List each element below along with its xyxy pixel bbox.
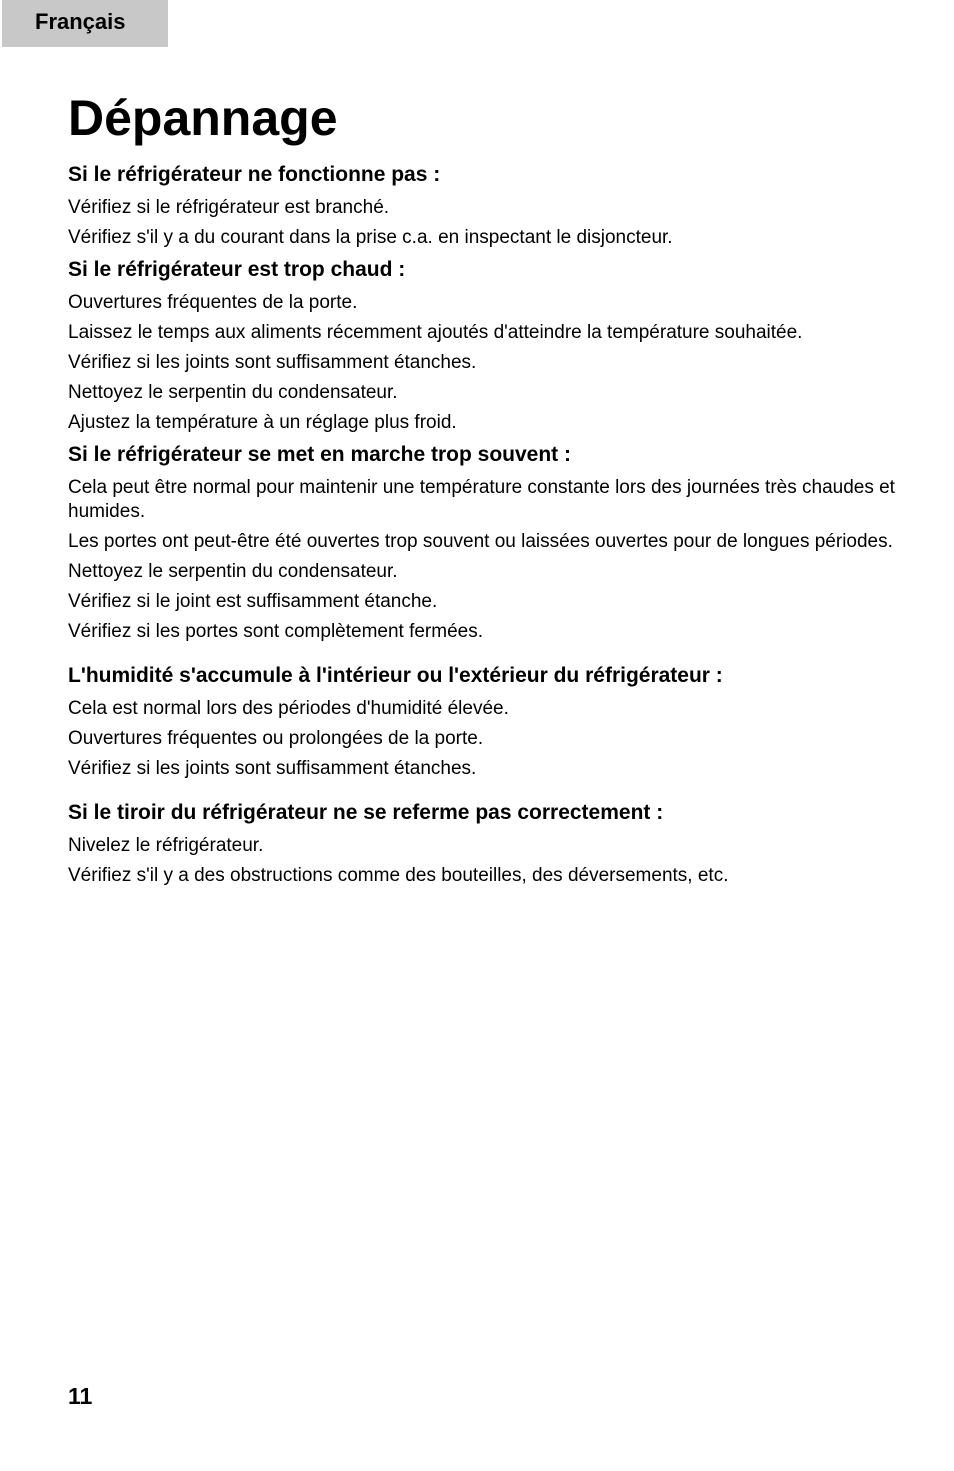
section-heading: Si le réfrigérateur est trop chaud : [68, 258, 406, 281]
section-heading: Si le réfrigérateur se met en marche trop souvent : [68, 443, 571, 466]
section-line: Vérifiez si le réfrigérateur est branché. [68, 197, 390, 218]
section-not-working [68, 160, 898, 250]
troubleshooting-content [68, 160, 898, 888]
section-line: Vérifiez si le joint est suffisamment étanche. [68, 591, 438, 612]
section-heading: Si le tiroir du réfrigérateur ne se referme pas correctement : [68, 801, 664, 824]
section-line: Nivelez le réfrigérateur. [68, 835, 264, 856]
section-heading: L'humidité s'accumule à l'intérieur ou l'extérieur du réfrigérateur : [68, 664, 723, 687]
section-line: Vérifiez si les joints sont suffisamment étanches. [68, 758, 477, 779]
section-runs-too-often [68, 440, 898, 644]
section-line: Vérifiez si les joints sont suffisamment étanches. [68, 352, 477, 373]
language-tab: Français [2, 0, 168, 47]
section-lines [68, 834, 898, 888]
section-lines [68, 697, 898, 781]
section-line: Cela est normal lors des périodes d'humidité élevée. [68, 698, 509, 719]
section-too-warm [68, 255, 898, 435]
section-line: Les portes ont peut-être été ouvertes trop souvent ou laissées ouvertes pour de longues périodes. [68, 531, 893, 552]
section-moisture [68, 661, 898, 781]
section-line: Laissez le temps aux aliments récemment ajoutés d'atteindre la température souhaitée. [68, 322, 803, 343]
section-line: Cela peut être normal pour maintenir une température constante lors des journées très chaudes et humides. [68, 477, 895, 522]
section-lines [68, 476, 898, 644]
section-line: Vérifiez si les portes sont complètement fermées. [68, 621, 484, 642]
section-line: Vérifiez s'il y a du courant dans la prise c.a. en inspectant le disjoncteur. [68, 227, 673, 248]
page-number: 11 [68, 1383, 93, 1409]
section-line: Vérifiez s'il y a des obstructions comme des bouteilles, des déversements, etc. [68, 865, 729, 886]
section-line: Nettoyez le serpentin du condensateur. [68, 561, 398, 582]
section-line: Nettoyez le serpentin du condensateur. [68, 382, 398, 403]
section-drawer [68, 798, 898, 888]
page-title: Dépannage [68, 90, 338, 146]
section-lines [68, 291, 898, 435]
section-line: Ouvertures fréquentes ou prolongées de la porte. [68, 728, 484, 749]
section-line: Ouvertures fréquentes de la porte. [68, 292, 358, 313]
section-lines [68, 196, 898, 250]
section-heading: Si le réfrigérateur ne fonctionne pas : [68, 163, 441, 186]
section-line: Ajustez la température à un réglage plus froid. [68, 412, 457, 433]
